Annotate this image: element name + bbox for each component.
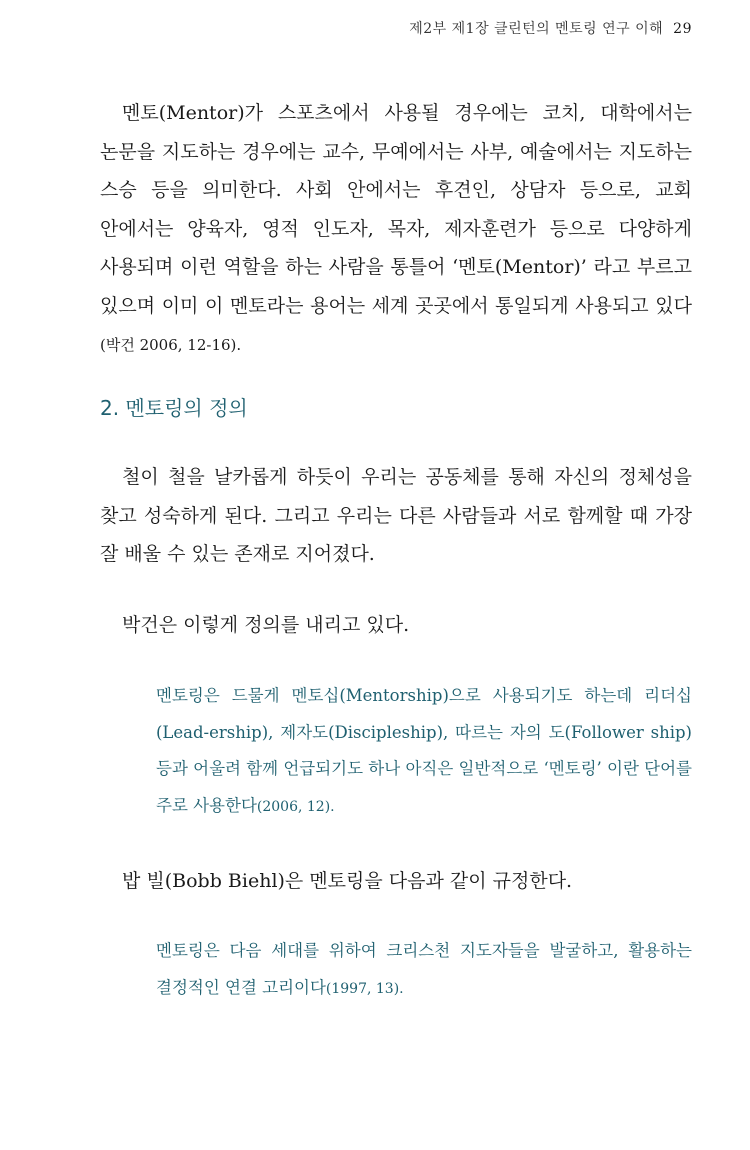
section-heading: 2. 멘토링의 정의 — [100, 396, 248, 420]
intro-paragraph-text: 멘토(Mentor)가 스포츠에서 사용될 경우에는 코치, 대학에서는 논문을 지도하는 경우에는 교수, 무예에서는 사부, 예술에서는 지도하는 스승 등을 의미한다. 사회 안에서는 후견인, 상담자 등으로, 교회 안에서는 양육자, 영적 인도자, 목자, 제자훈련가 등으로 다양하게 사용되며 이런 역할을 하는 사람을 통틀어 ‘멘토(Mentor)’ 라고 부르고 있으며 이미 이 멘토라는 용어는 세계 곳곳에서 통일되게 사용되고 있다 — [100, 102, 692, 317]
running-header — [409, 18, 692, 38]
parkgun-intro-text: 박건은 이렇게 정의를 내리고 있다. — [122, 614, 410, 636]
definition-paragraph — [100, 458, 692, 574]
parkgun-intro-paragraph — [100, 606, 692, 645]
parkgun-quote — [156, 678, 692, 825]
page-number: 29 — [673, 21, 692, 37]
biehl-quote — [156, 933, 692, 1007]
parkgun-quote-citation: (2006, 12). — [256, 798, 335, 815]
biehl-intro-paragraph — [100, 862, 692, 901]
biehl-intro-text: 밥 빌(Bobb Biehl)은 멘토링을 다음과 같이 규정한다. — [122, 870, 573, 892]
intro-citation: (박건 2006, 12-16). — [100, 336, 242, 354]
biehl-quote-text: 멘토링은 다음 세대를 위하여 크리스천 지도자들을 발굴하고, 활용하는 결정적인 연결 고리이다 — [156, 941, 692, 997]
parkgun-quote-text: 멘토링은 드물게 멘토십(Mentorship)으로 사용되기도 하는데 리더십(Lead-ership), 제자도(Discipleship), 따르는 자의 도(Follower ship) 등과 어울려 함께 언급되기도 하나 아직은 일반적으로 ‘멘토링’ 이란 단어를 주로 사용한다 — [156, 686, 692, 815]
chapter-title: 제2부 제1장 클린턴의 멘토링 연구 이해 — [409, 21, 664, 37]
biehl-quote-citation: (1997, 13). — [325, 980, 404, 997]
intro-paragraph — [100, 94, 692, 365]
definition-paragraph-text: 철이 철을 날카롭게 하듯이 우리는 공동체를 통해 자신의 정체성을 찾고 성숙하게 된다. 그리고 우리는 다른 사람들과 서로 함께할 때 가장 잘 배울 수 있는 존재로 지어졌다. — [100, 466, 692, 565]
